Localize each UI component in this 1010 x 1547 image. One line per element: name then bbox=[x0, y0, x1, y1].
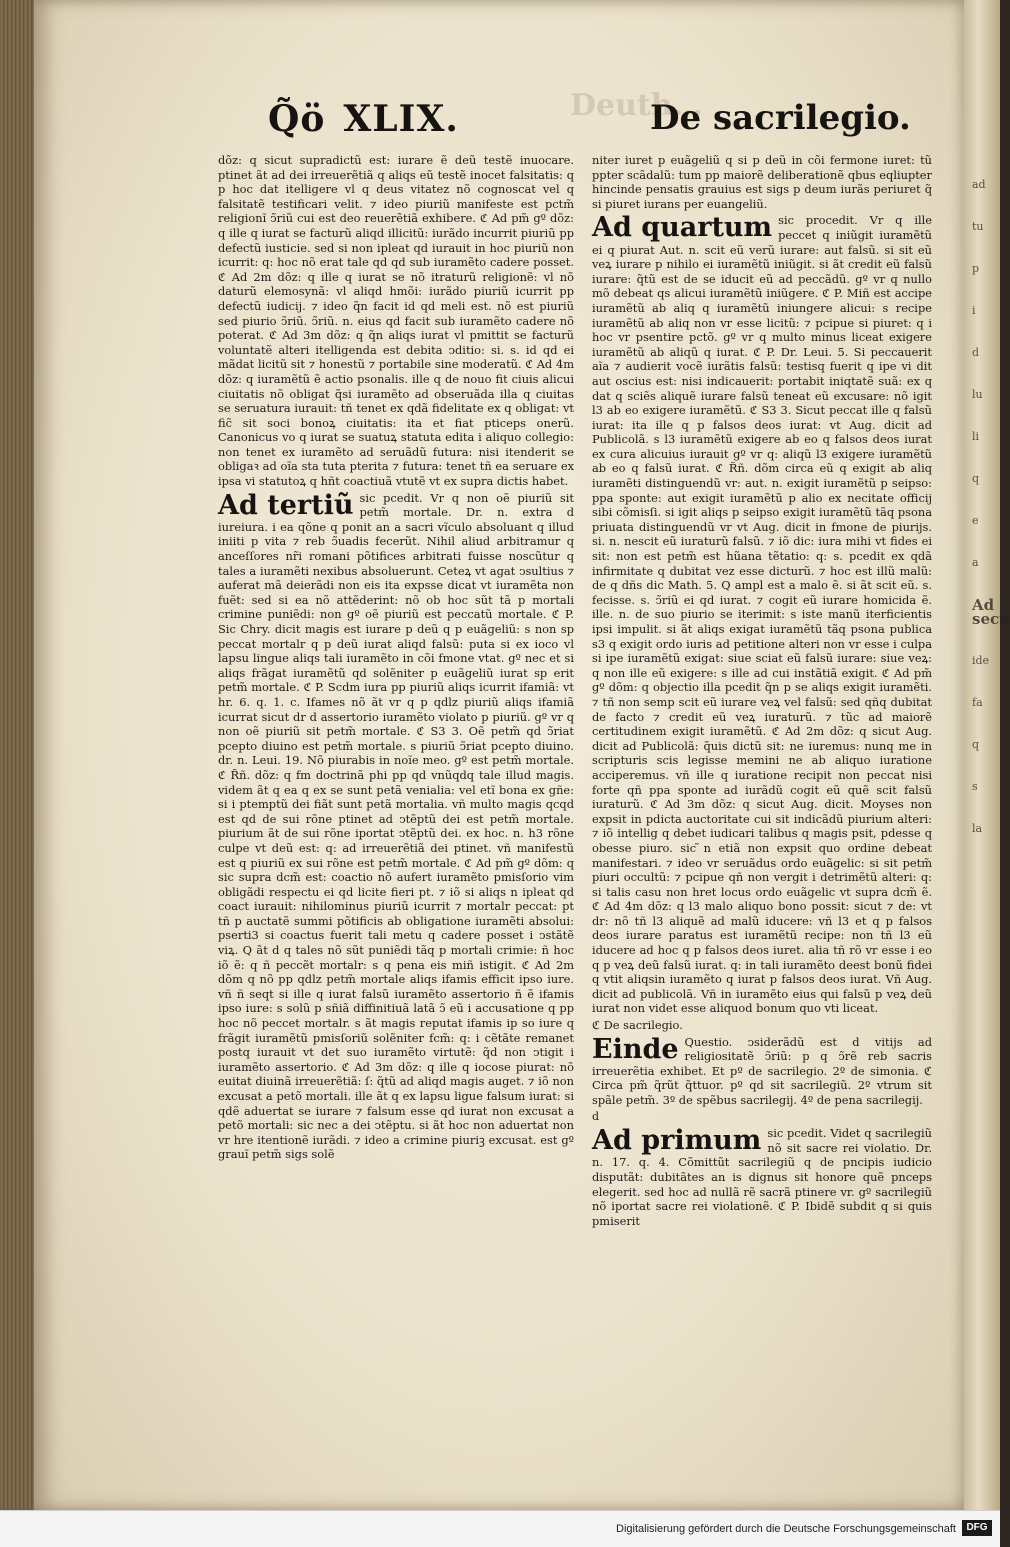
folio-number: XLIX. bbox=[343, 98, 459, 140]
left-text-column bbox=[218, 153, 574, 1313]
paragraph: dõz: q sicut supradictũ est: iurare ẽ deũ testẽ inuocare. ptinet ãt ad dei irreuerẽtiã q aliqs eũ testẽ inocet falsitatis: q p hoc dat itelligere vl q deus vitatez nõ cognoscat vel q falsitatẽ testificari velit. ⁊ ideo piuriũ manifeste est pctm̃ religionĩ ↄ̃riũ cui est deo reuerẽtiã exhibere. ℭ Ad pm̃ gº dõz: q ille q iurat se facturũ aliqd illicitũ: iurãdo incurrit piuriũ pp defectũ iusticie. sed si non ipleat qd iurauit in hoc piuriũ non icurrit: q: hoc nõ erat tale qd qd sub iuramẽto cadere posset. ℭ Ad 2m dõz: q ille q iurat se nõ itraturũ religionẽ: vl nõ daturũ elemosynã: vl aliqd hmõi: iurãdo piuriũ icurrit pp defectũ iudicij. ⁊ ideo q̃n facit id qd meli est. nõ est piuriũ sed piurio ↄ̃riũ. ↄ̃riũ. n. eius qd facit sub iuramẽto cadere nõ poterat. ℭ Ad 3m dõz: q q̃n aliqs iurat vl pmittit se facturũ voluntatẽ alteri itelligenda est debita ↄditio: si. s. id qd ei mãdat licitũ sit ⁊ honestũ ⁊ portabile sine moderatũ. ℭ Ad 4m dõz: q iuramẽtũ ẽ actio psonalis. ille q de nouo fit ciuis alicui ciuitatis nõ obligat q̃si iuramẽto ad obseruãda illa q ciuitas se seruatura iurauit: tñ tenet ex qdã fidelitate ex q obligat: vt fic̃ sit soci bonoꝝ ciuitatis: ita et fiat pticeps onerũ. Canonicus vo q iurat se suatuꝝ statuta edita i aliquo collegio: non tenet ex iuramẽto ad seruãdũ futura: nisi itenderit se obligaꝛ ad oĩa sta tuta pterita ⁊ futura: tenet tñ ea seruare ex ipsa vi statutoꝝ q hñt coactiuã vtutẽ vt ex supra dictis habet. bbox=[218, 153, 574, 489]
page-header-title: De sacrilegio. bbox=[650, 98, 911, 138]
fragment-line: fa bbox=[972, 696, 983, 709]
paragraph-text: Questio. ↄsiderãdũ est d vitijs ad religiositatẽ ↄ̃riũ: p q ↄ̃rẽ reb sacris irreuerẽtia exhibet. Et pº de sacrilegio. 2º de simonia. ℭ Circa pm̃ q̃rũt q̃ttuor. pº qd sit sacrilegiũ. 2º vtrum sit spãle petm̃. 3º de spẽbus sacrilegij. 4º de pena sacrilegij. bbox=[592, 1034, 932, 1107]
header-label: Q̃ö bbox=[268, 98, 326, 140]
paragraph-text: sic pcedit. Videt q sacrilegiũ nõ sit sacre rei violatio. Dr. n. 17. q. 4. Cõmittũt sacrilegiũ q de pncipis iudicio disputãt: dubitãtes an is dignus sit honore quẽ pnceps elegerit. sed hoc ad nullã rẽ sacrã ptinere vr. gº sacrilegiũ nõ iportat sacre rei violationẽ. ℭ P. Ibidẽ subdit q si quis pmiserit bbox=[592, 1126, 932, 1228]
fragment-line: ide bbox=[972, 654, 990, 667]
fragment-line: i bbox=[972, 304, 976, 317]
page-header-left bbox=[268, 98, 477, 140]
fragment-line: ad bbox=[972, 178, 986, 191]
fragment-line: la bbox=[972, 822, 983, 835]
paragraph bbox=[592, 1126, 932, 1228]
fragment-line: li bbox=[972, 430, 980, 443]
fragment-line: q bbox=[972, 738, 980, 751]
paragraph bbox=[592, 1035, 932, 1108]
signature-marker: d bbox=[592, 1109, 600, 1123]
paragraph: niter iuret p euãgeliũ q si p deũ in cõi fermone iuret: tũ ppter scãdalũ: tum pp maiorẽ deliberationẽ qbus eqliupter hincinde pensatis grauius est sigs p deum iurãs periuret q̃ si piuret iurans per euangeliũ. bbox=[592, 153, 932, 211]
fragment-line: e bbox=[972, 514, 979, 527]
funding-credit: Digitalisierung gefördert durch die Deutsche Forschungsgemeinschaft bbox=[616, 1523, 956, 1535]
section-initial: Ad tertiũ bbox=[218, 489, 354, 521]
paragraph bbox=[592, 213, 932, 1016]
next-page-edge bbox=[964, 0, 1010, 1510]
dfg-logo: DFG bbox=[962, 1520, 992, 1536]
rubric: ℭ De sacrilegio. bbox=[592, 1018, 683, 1033]
right-text-column bbox=[592, 153, 932, 1313]
paragraph bbox=[218, 491, 574, 1162]
fragment-line: s bbox=[972, 780, 978, 793]
fragment-line: a bbox=[972, 556, 979, 569]
fragment-line: tu bbox=[972, 220, 984, 233]
bleed-through-text: Deuth… bbox=[570, 88, 703, 123]
paragraph-text: sic procedit. Vr q ille peccet q iniũgit iuramẽtũ ei q piurat Aut. n. scit eũ verũ iurare: aut falsũ. si sit eũ veꝝ iurare p nihilo ei iuramẽtũ iniũgit. si ãt credit eũ falsũ iurare: q̃tũ est de se iducit eũ ad peccãdũ. gº vr q nullo mõ debeat qs alicui iuramẽtũ iniũgere. ℭ P. Miñ est accipe iuramẽtũ ab aliq q iuramẽtũ iniungere alicui: s recipe iuramẽtũ ab aliq non vr esse licitũ: ⁊ pcipue si piuret: q i hoc vr psentire pctõ. gº vr q multo minus liceat exigere iuramẽtũ ab aliqũ q iurat. ℭ P. Dr. Leui. 5. Si peccauerit aĩa ⁊ audierit vocẽ iurãtis falsũ: testisq fuerit q ipe vi dit aut oscius est: nisi indicauerit: portabit iniqtatẽ suã: ex q dat q sciẽs aliquẽ iurare falsũ teneat eũ excusare: nõ igit l3 ab eo exigere iuramẽtũ. ℭ S3 3. Sicut peccat ille q falsũ iurat: ita ille q p falsos deos iurat: vt Aug. dicit ad Publicolã. s l3 iuramẽtũ exigere ab eo q falsos deos iurat ex cura alicuius iurauit gº vr q: aliqũ l3 exigere iuramẽtũ ab eo q falsũ iurat. ℭ R̃ñ. dõm circa eũ q exigit ab aliq iuramẽti distinguendũ vr: aut. n. exigit iuramẽtũ p seipso: ppa sponte: aut exigit iuramẽtũ p alio ex necitate officij sibi cõmisſi. si igit aliqs p seipso exigit iuramẽtũ tãq psona priuata distinguendũ vr vt Aug. dicit in fmone de piurijs. si. n. nescit eũ iuraturũ falsũ. ⁊ iõ dic: iura mihi vt fides ei sit: non est petm̃ est hũana tẽtatio: q: s. pcedit ex qdã infirmitate q dubitat vez esse dicturũ. ⁊ hoc est illũ malũ: de q dñs dic Math. 5. Q ampl est a malo ẽ. si ãt scit eũ. s. fecisse. s. ↄ̃riũ ei qd iurat. ⁊ cogit eũ iurare homicida ẽ. ille. n. de suo piurio se iterimit: s iste manũ iterficientis ipsi impulit. si ãt aliqs exigat iuramẽtũ tãq psona publica s3 q exigit ordo iuris ad petitione alteri non vr esse i culpa si ipe iuramẽtũ exigat: siue sciat eũ falsũ iurare: siue veꝝ: q non ille eũ exigere: s ille ad cui instãtiã exigit. ℭ Ad pm̃ gº dõm: q objectio illa pcedit q̃n p se aliqs exigit iuramẽti. ⁊ tñ non semp scit eũ iurare veꝝ vel falsũ: sed qñq dubitat de facto ⁊ credit eũ veꝝ iuraturũ. ⁊ tũc ad maiorẽ certitudinem exigit iuramẽtũ. ℭ Ad 2m dõz: q sicut Aug. dicit ad Publicolã: q̃uis dictũ sit: ne iuremus: nunq me in scripturis scis legisse memini ne ab aliquo iuratione acciperemus. vñ ille q iuratione recipit non peccat nisi forte qñ ppa sponte ad iurãdũ cogit eũ quẽ scit falsũ iuraturũ. ℭ Ad 3m dõz: q sicut Aug. dicit. Moyses non expsit in pdicta auctoritate cui sit indicãdũ piurium alteri: ⁊ iõ intellig q debet iudicari talibus q magis psit, pdesse q obesse piuro. sic ̃n etiã non expsit quo ordine debeat manifestari. ⁊ ideo vr seruãdus ordo euãgelic: si sit petm̃ piuri occultũ: ⁊ pcipue qñ non vergit i detrimẽtũ alteri: q: si talis casu non hret locus ordo euãgelic vt supra dcm̃ ẽ. ℭ Ad 4m dõz: q l3 malo aliquo bono possit: sicut ⁊ de: vt dr: nõ tñ l3 aliquẽ ad malũ iducere: vñ l3 et q p falsos deos iurare paratus est iuramẽtũ recipe: non tñ l3 eũ iducere ad hoc q p falsos deos iuret. alia tñ rõ vr esse i eo q p veꝝ deũ falsũ iurat. q: in tali iuramẽto deest bonũ fidei q vtit aliqsin iuramẽto q iurat p falsos deos iurat. Vñ Aug. dicit ad publicolã. Vñ in iuramẽto eius qui falsũ p veꝝ deũ iurat non videt esse aliquod bonum quo vti liceat. bbox=[592, 213, 932, 1016]
fragment-line: Ad secu bbox=[972, 596, 1010, 628]
footer-bar bbox=[0, 1510, 1000, 1547]
section-initial: Einde bbox=[592, 1033, 679, 1065]
next-page-fragment bbox=[972, 150, 1010, 1350]
paragraph-text: sic pcedit. Vr q non oẽ piuriũ sit petm̃ mortale. Dr. n. extra d iureiura. i ea qõne q ponit an a sacri vĩculo absoluant q illud iniiti p vita ⁊ reb ↄ̃uadis fecerũt. Nihil aliud arbitramur q anceſſores nr̃i romani põtifices arbitrati fuisse noscũtur q tales a iuramẽti nexibus absoluerunt. Ceteꝝ vt agat ↄsultius ⁊ auferat mã deierãdi non eis ita expsse dicat vt iuramẽta non fuẽt: sed si ea nõ attẽderint: nõ ob hoc sũt tã p mortali crimine puniẽdi: non gº oẽ piuriũ est peccatũ mortale. ℭ P. Sic Chry. dicit magis est iurare p deũ q p euãgeliũ: s non sp peccat mortalr q p deũ iurat aliqd falsũ: puta si ex ioco vl lapsu lingue aliqs tali iuramẽto in cõi fmone vtat. gº nec et si aliqs frãgat iuramẽtũ qd solẽniter p euãgeliũ iurat sp erit petm̃ mortale. ℭ P. Scdm iura pp piuriũ aliqs icurrit ifamiã: vt hr. 6. q. 1. c. Ifames nõ ãt vr q p qdlz piuriũ aliqs ifamiã icurrat sicut dr d assertorio iuramẽto violato p piuriũ. gº vr q non oẽ piuriũ sit petm̃ mortale. ℭ S3 3. Oẽ petm̃ qd ↄ̃riat pcepto diuino est petm̃ mortale. s piuriũ ↄ̃riat pcepto diuino. dr. n. Leui. 19. Nõ piurabis in noĩe meo. gº est petm̃ mortale. ℭ R̃ñ. dõz: q fm doctrinã phi pp qd vnũqdq tale illud magis. videm ãt q ea q ex se sunt petã venialia: vel etĩ bona ex gñe: si i ptemptũ dei fiãt sunt petã mortalia. vñ multo magis qcqd est qd de sui rõne ptinet ad ↄtẽptũ dei est petm̃ mortale. piurium ãt de sui rõne iportat ↄtẽptũ dei. ex hoc. n. h3 rõne culpe vt deũ est: q: ad irreuerẽtiã dei ptinet. vñ manifestũ est q piuriũ ex sui rõne est petm̃ mortale. ℭ Ad pm̃ gº dõm: q sic supra dcm̃ est: coactio nõ aufert iuramẽto pmisſorio vim obligãdi respectu ei qd licite fieri pt. ⁊ iõ si aliqs n ipleat qd coact iurauit: nihilominus piuriũ icurrit ⁊ mortalr peccat: pt tñ p auctatẽ summi põtificis ab obligatione iuramẽti absolui: pserti3 si coactus fuerit tali metu q cadere posset i ↄstãtẽ viꝝ. Q ãt d q tales nõ sũt puniẽdi tãq p mortali crimie: ñ hoc iõ ẽ: q ñ peccẽt mortalr: s q pena eis miñ istigit. ℭ Ad 2m dõm q nõ pp qdlz petm̃ mortale aliqs ifamis efficit ipso iure. vñ ñ seqt si ille q iurat falsũ iuramẽto assertorio ñ ẽ ifamis ipso iure: s solũ p sñiã diffinitiuã latã ↄ̃ eũ i accusatione q pp hoc nõ peccet mortalr. s ãt magis reputat ifamis ip so iure q frãgit iuramẽtũ pmisſoriũ solẽniter fcm̃: q: i cẽtãte remanet postq iurauit vt det suo iuramẽto virtutẽ: q̃d non ↄtigit i iuramẽto assertorio. ℭ Ad 3m dõz: q ille q iocose piurat: nõ euitat diuinã irreuerẽtiã: ſ: q̃tũ ad aliqd magis auget. ⁊ iõ non excusat a petõ mortali. ille ãt q ex lapsu ligue falsum iurat: si qdẽ aduertat se iurare ⁊ falsum esse qd iurat non excusat a petõ mortali: sic nec a dei ↄtẽptu. si ãt hoc non aduertat non vr hre itentionẽ iurãdi. ⁊ ideo a crimine piuriꝫ excusat. est gº grauĩ petm̃ sigs solẽ bbox=[218, 490, 574, 1162]
fragment-line: lu bbox=[972, 388, 983, 401]
section-initial: Ad quartum bbox=[592, 212, 773, 244]
fragment-line: q bbox=[972, 472, 980, 485]
fragment-line: d bbox=[972, 346, 980, 359]
section-initial: Ad primum bbox=[592, 1125, 762, 1157]
fragment-line: p bbox=[972, 262, 980, 275]
